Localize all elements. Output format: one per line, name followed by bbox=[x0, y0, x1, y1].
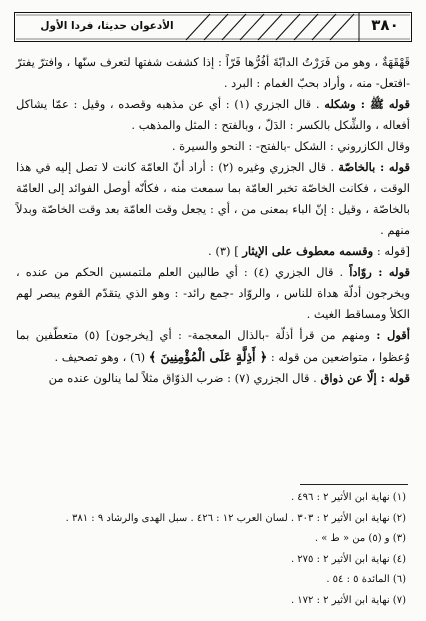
page-header bbox=[14, 12, 412, 42]
paragraph-4-text: . قال الجزري وغيره (٢) : أراد أنّ العامّة كانت لا تصل إليه في هذا الوقت ، فكانت الخاصّة تخبر العامّة بما سمعت منه ، فكأنّه أوصل الفوائد إلى العامّة بالخاصّة ، وقيل : إنّ الباء بمعنى من ، أي : يجعل وقت العامّة بعد وقت الخاصّة وبدلاً منهم . bbox=[16, 160, 410, 237]
paragraph-3 bbox=[16, 136, 410, 157]
footnotes bbox=[16, 488, 406, 611]
paragraph-7-text: ومنهم من قرأ أذلّة -بالذال المعجمة- : أي [يخرجون] (٥) متعطّفين بما وُعظوا ، متواضعين من قوله : bbox=[16, 328, 410, 364]
bracket-open: [قوله : bbox=[376, 244, 410, 258]
aqulu-marker: أقول : bbox=[376, 328, 410, 342]
running-title: الأدعوان حديثا، فردا الأول bbox=[40, 20, 174, 32]
footnote-divider bbox=[300, 484, 408, 485]
footnote-1: (١) نهاية ابن الأثير ٢ : ٤٩٦ . bbox=[290, 492, 406, 503]
footnote-7: (٧) نهاية ابن الأثير ٢ : ١٧٢ . bbox=[290, 594, 406, 606]
paragraph-8 bbox=[16, 368, 410, 389]
lemma-bil-khassa: قوله : بالخاصّة bbox=[338, 160, 410, 174]
footnote-4: (٤) نهاية ابن الأثير ٢ : ٢٧٥ . bbox=[290, 553, 406, 565]
paragraph-7-end: (٦) ، وهو تصحيف . bbox=[54, 350, 146, 364]
paragraph-6 bbox=[16, 262, 410, 325]
main-text bbox=[16, 52, 410, 389]
page-number: ٣٨٠ bbox=[371, 16, 399, 34]
paragraph-6-text: . قال الجزري (٤) : أي طالبين العلم ملتمسين الحكم من عنده ، ويخرجون أدلّة هداة للناس ، والروّاد -جمع رائد- : وهو الذي يتقدّم القوم يبصر لهم الكلأ ومساقط الغيث . bbox=[16, 265, 410, 321]
footnote-2: (٢) نهاية ابن الأثير ٢ : ٣٠٣ . لسان العرب ١٢ : ٤٢٦ . سبل الهدى والرشاد ٩ : ٣٨١ . bbox=[65, 512, 406, 524]
lemma-wa-shaklihi: قوله ﷺ : وشكله bbox=[324, 97, 410, 111]
bracket-close: ] (٣) . bbox=[208, 244, 239, 258]
lemma-illa-an-dhawaq: قوله : إلّا عن ذواق bbox=[320, 371, 410, 385]
paragraph-5 bbox=[16, 241, 410, 262]
footnote-6: (٦) المائدة ٥ : ٥٤ . bbox=[326, 574, 406, 585]
footnote-3-5: (٣) و (٥) من « ط » . bbox=[314, 533, 406, 544]
paragraph-2-text: . قال الجزري (١) : أي عن مذهبه وقصده ، وقيل : عمّا يشاكل أفعاله ، والشِّكل بالكسر : الدَلّ ، وبالفتح : المثل والمذهب . bbox=[16, 97, 410, 132]
paragraph-1 bbox=[16, 52, 410, 94]
lemma-wa-qasmihi: وقسمه معطوف على الإيثار bbox=[242, 244, 374, 258]
lemma-ruwwadan: قوله : روّاداً bbox=[349, 265, 411, 279]
paragraph-2 bbox=[16, 94, 410, 136]
paragraph-4 bbox=[16, 157, 410, 241]
paragraph-8-text: . قال الجزري (٧) : ضرب الذوّاق مثلاً لما ينالون عنده من bbox=[48, 371, 317, 385]
quran-quote: ﴿ أَذِلَّةٍ عَلَى الْمُؤْمِنِينَ ﴾ bbox=[148, 349, 268, 364]
paragraph-7 bbox=[16, 325, 410, 368]
paragraph-1-text: قَهْقَهَةٌ ، وهو من فَرَرْتُ الدابّةَ أفُرُّها فَرّاً : إذا كشفت شفتها لتعرف سنّها ، وافترّ يفترّ -افتعل- منه ، وأراد بحبّ الغمام : البرد . bbox=[16, 55, 410, 90]
paragraph-3-text: وقال الكازروني : الشكل -بالفتح- : النحو والسيرة . bbox=[171, 139, 410, 153]
